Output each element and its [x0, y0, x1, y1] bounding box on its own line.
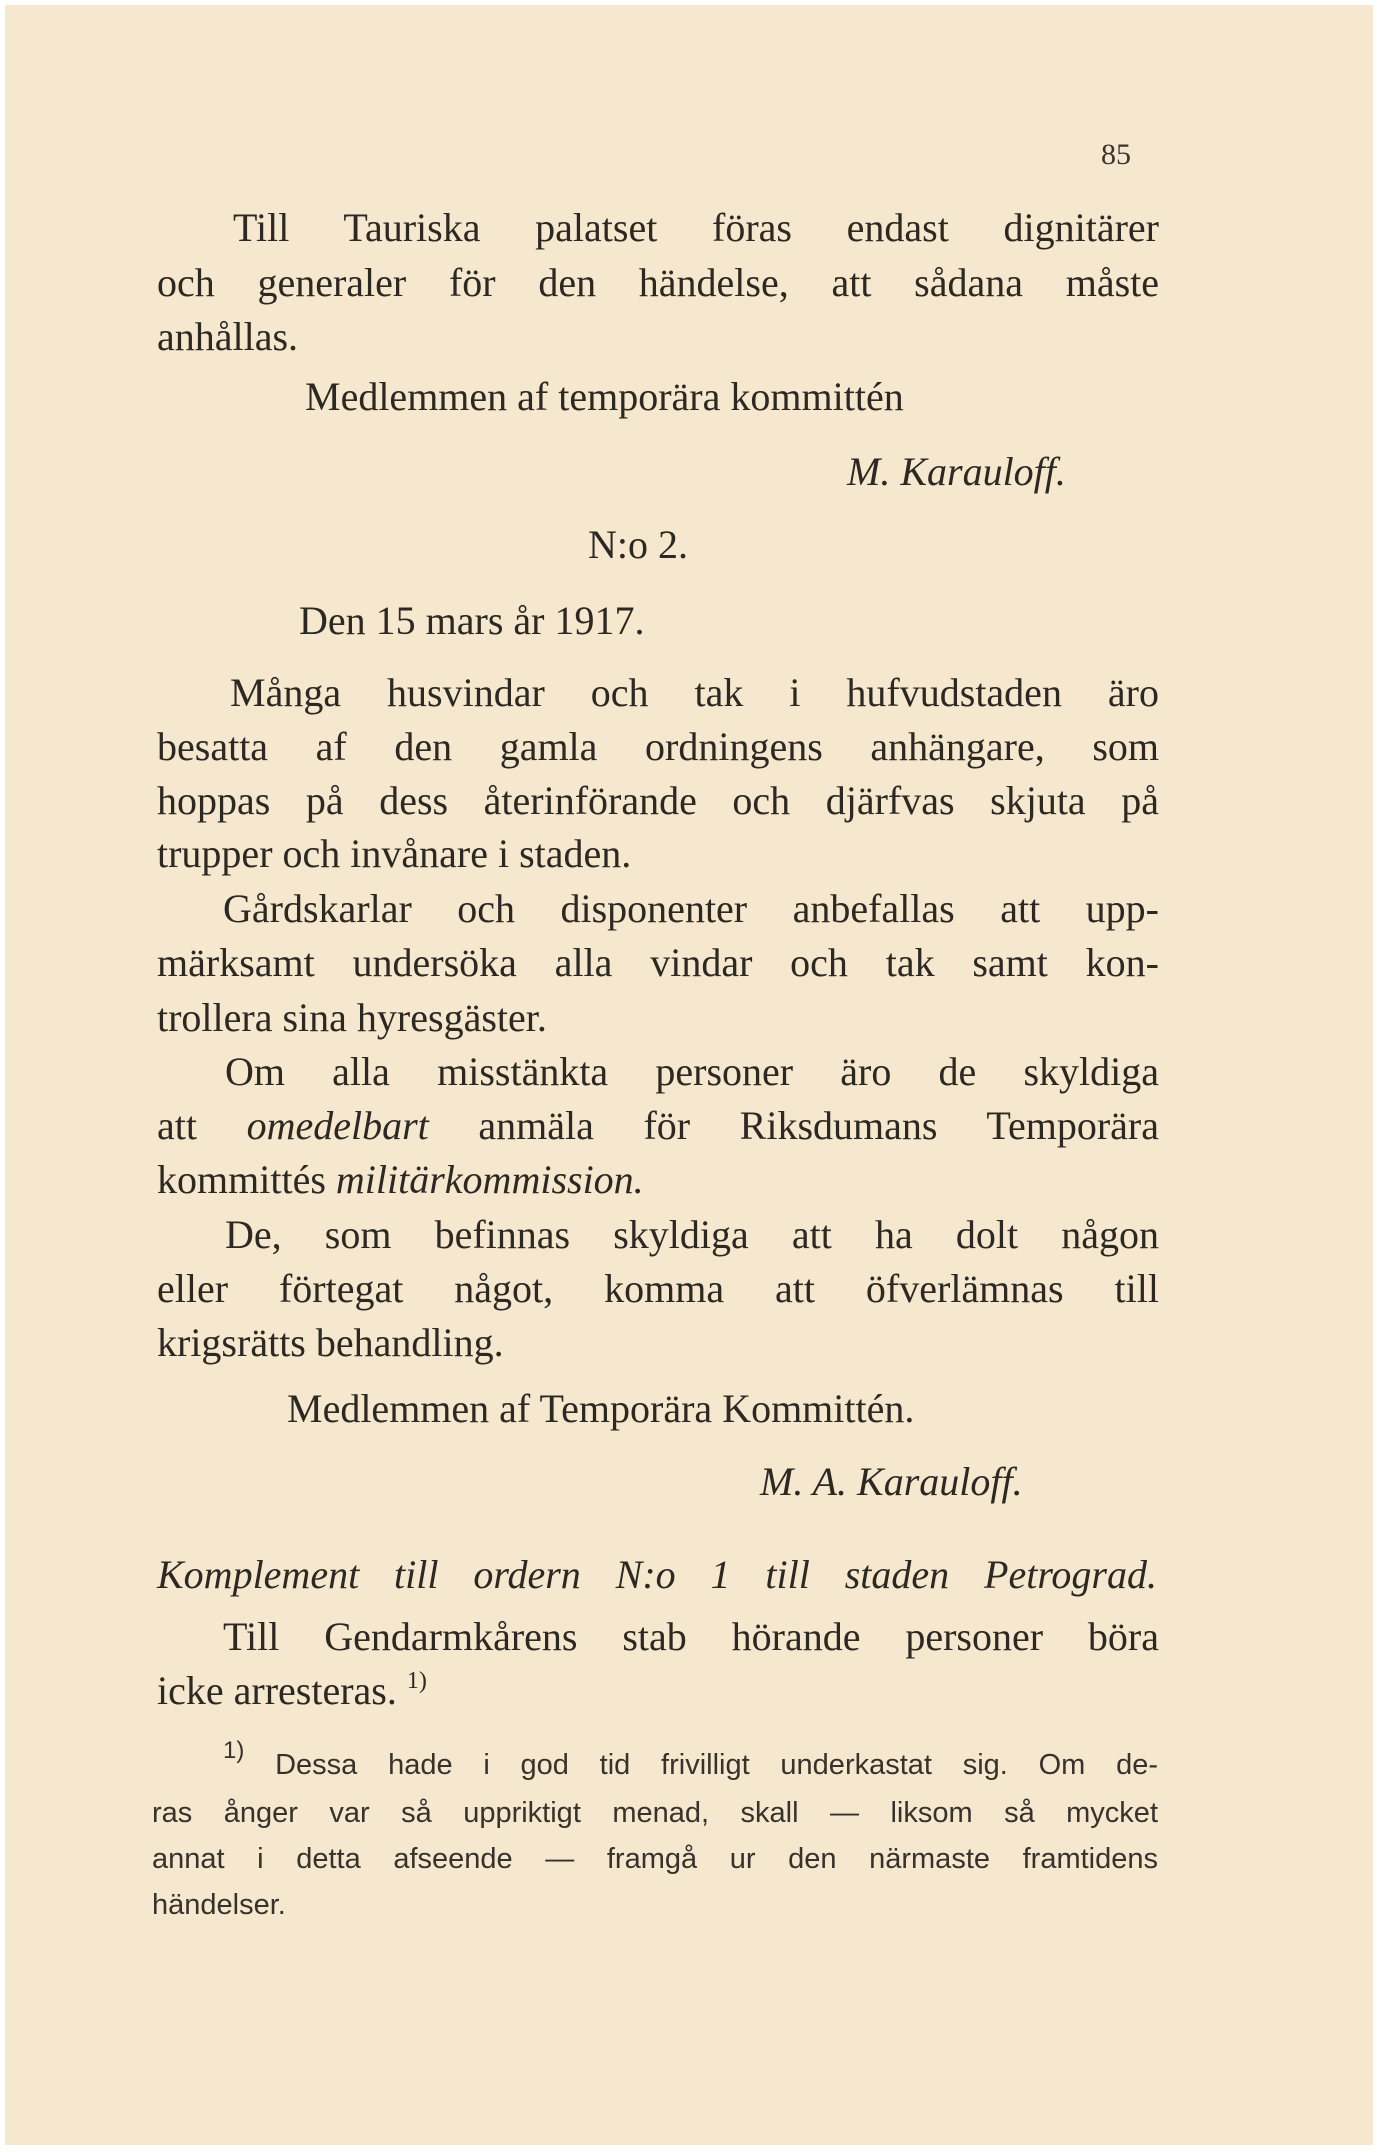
closing-line: Medlemmen af temporära kommittén — [305, 374, 904, 419]
body-line: Gårdskarlar och disponenter anbefallas att upp- — [223, 886, 1159, 931]
footnote-marker: 1) — [223, 1737, 245, 1764]
footnote-line: ras ånger var så uppriktigt menad, skall — liksom så mycket — [152, 1797, 1158, 1829]
emphasis: militärkommission. — [335, 1157, 644, 1202]
footnote-line: $^{1)}$ Dessa hade i god tid frivilligt underkastat sig. Om de- — [223, 1737, 1158, 1781]
body-line: märksamt undersöka alla vindar och tak samt kon- — [157, 940, 1159, 985]
section-heading: Komplement till ordern N:o 1 till staden Petrograd. — [157, 1552, 1157, 1597]
book-page — [5, 5, 1373, 2145]
body-line: anhållas. — [157, 314, 299, 359]
body-line: besatta af den gamla ordningens anhängare, som — [157, 724, 1159, 769]
signature: M. Karauloff. — [847, 449, 1066, 494]
order-number: N:o 2. — [588, 522, 688, 567]
body-line: kommittés militärkommission. — [157, 1157, 644, 1202]
body-line: Till Tauriska palatset föras endast dignitärer — [233, 205, 1159, 250]
closing-line: Medlemmen af Temporära Kommittén. — [287, 1386, 915, 1431]
body-line: Många husvindar och tak i hufvudstaden äro — [230, 670, 1159, 715]
body-line: eller förtegat något, komma att öfverlämnas till — [157, 1266, 1159, 1311]
body-line: Till Gendarmkårens stab hörande personer böra — [223, 1614, 1159, 1659]
body-line: och generaler för den händelse, att sådana måste — [157, 260, 1159, 305]
body-line: Om alla misstänkta personer äro de skyldiga — [225, 1049, 1159, 1094]
body-line: trupper och invånare i staden. — [157, 831, 632, 876]
footnote-reference: 1) — [406, 1668, 427, 1694]
body-line: icke arresteras. $^{1)}$ — [157, 1668, 427, 1713]
footnote-line: händelser. — [152, 1889, 286, 1921]
body-line: krigsrätts behandling. — [157, 1320, 504, 1365]
body-line: De, som befinnas skyldiga att ha dolt någon — [225, 1212, 1159, 1257]
page-number: 85 — [1101, 138, 1131, 171]
body-line: att omedelbart anmäla för Riksdumans Temporära — [157, 1103, 1159, 1148]
body-line: hoppas på dess återinförande och djärfvas skjuta på — [157, 778, 1159, 823]
emphasis: omedelbart — [246, 1103, 429, 1148]
footnote-line: annat i detta afseende — framgå ur den närmaste framtidens — [152, 1843, 1158, 1875]
signature: M. A. Karauloff. — [760, 1459, 1023, 1504]
order-date: Den 15 mars år 1917. — [299, 598, 645, 643]
body-line: trollera sina hyresgäster. — [157, 995, 547, 1040]
